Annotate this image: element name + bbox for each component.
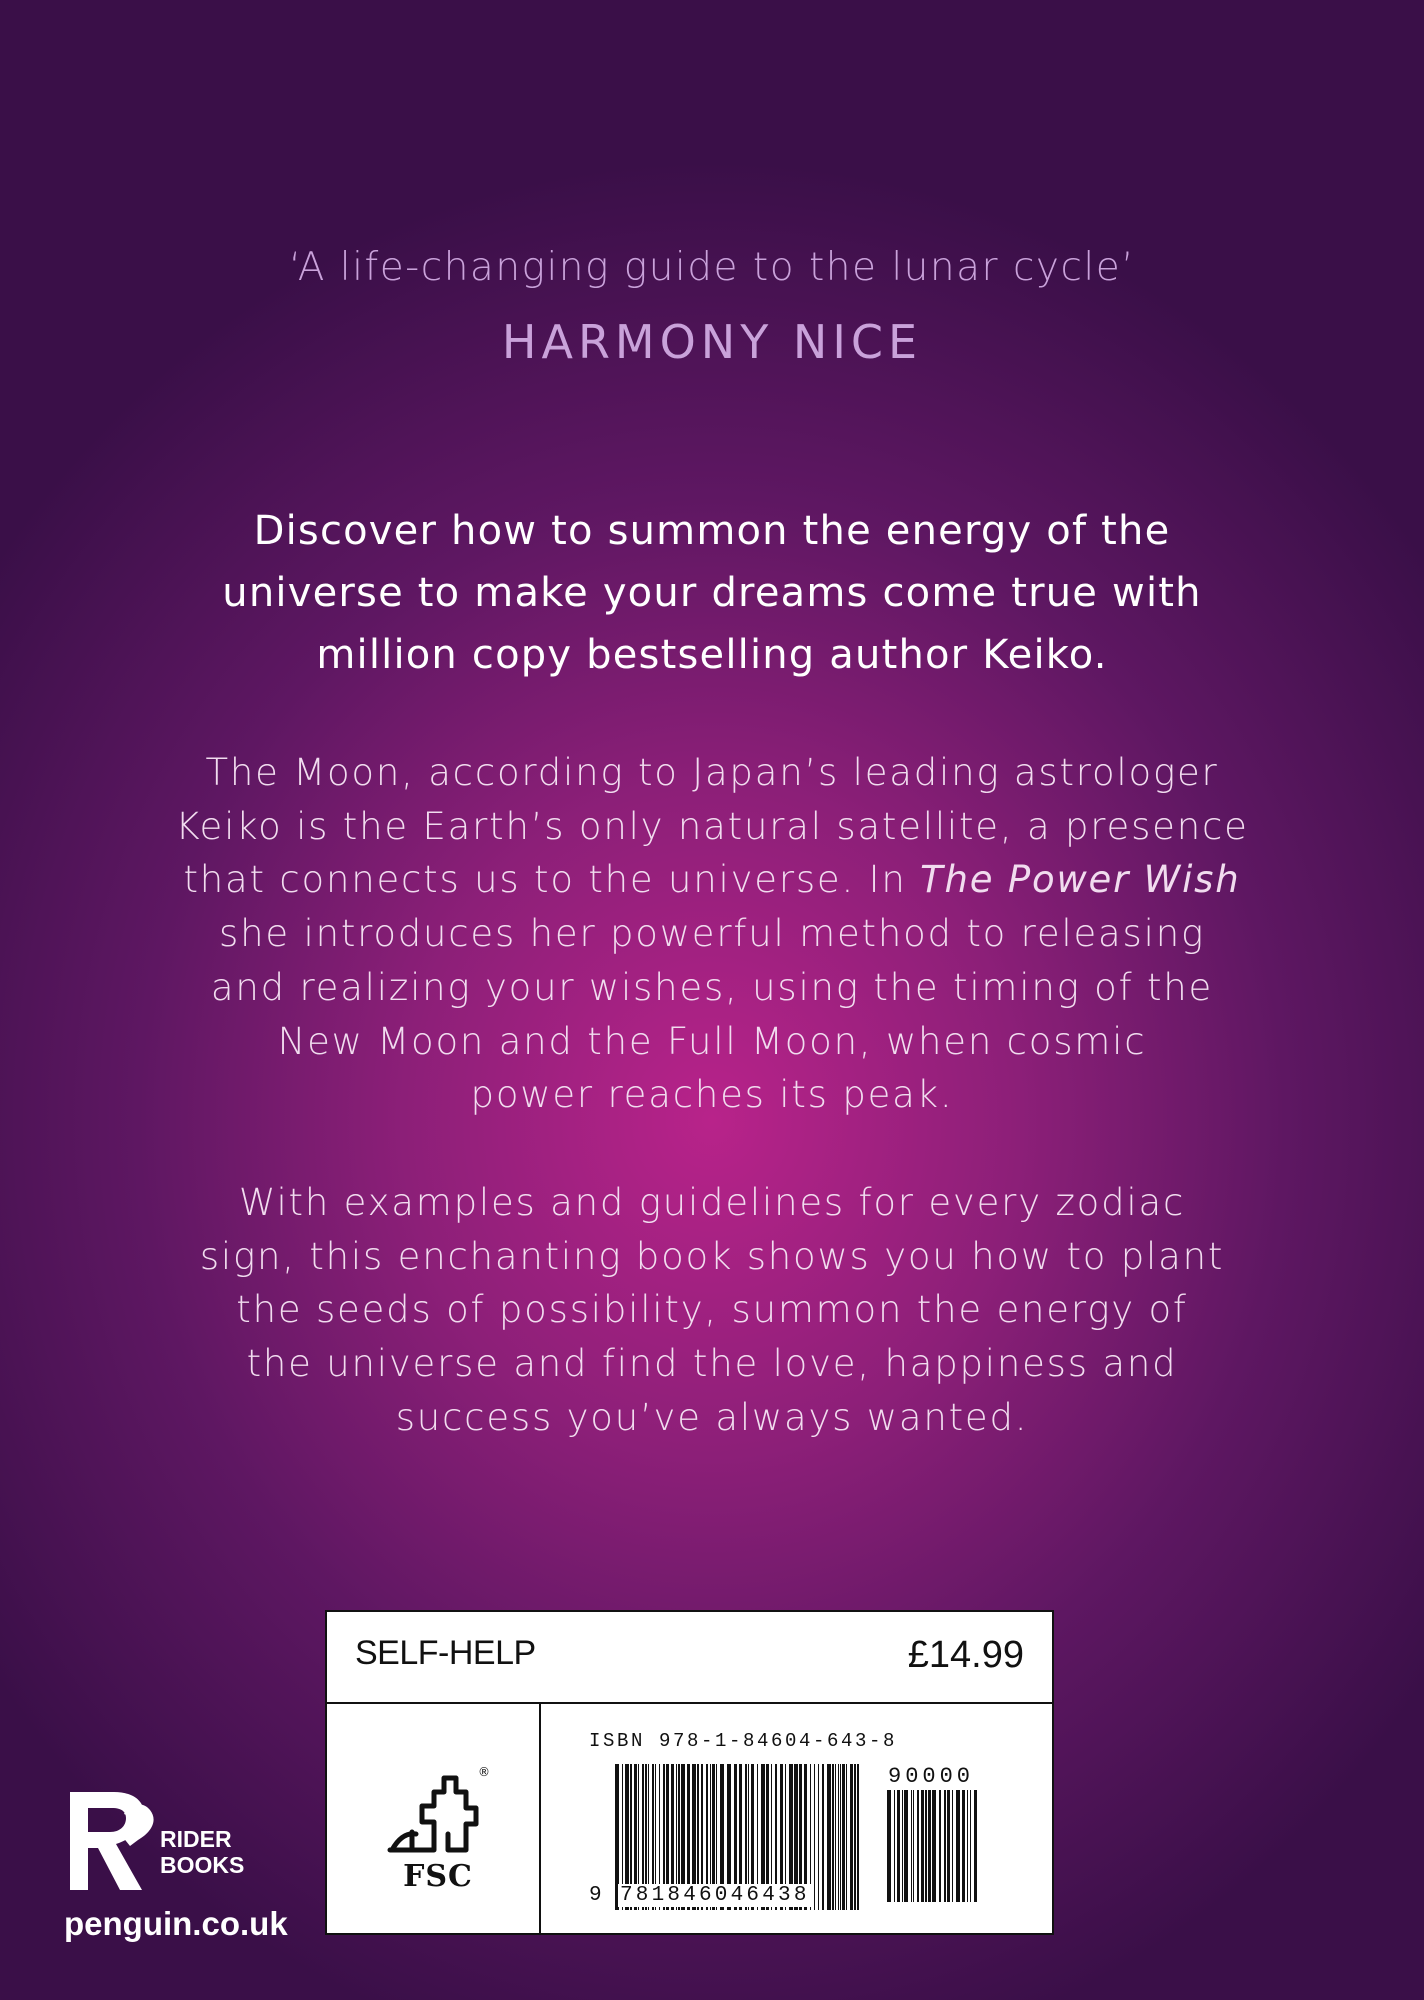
barcode-bar <box>822 1764 824 1910</box>
barcode-bar <box>894 1790 895 1902</box>
barcode-bar <box>952 1790 953 1902</box>
barcode-bar <box>925 1790 927 1902</box>
paragraph-line: sign, this enchanting book shows you how to plant <box>199 1234 1225 1278</box>
barcode-digits: 781846046438 <box>620 1884 810 1907</box>
barcode-bar <box>944 1790 946 1902</box>
paragraph-text: that connects us to the universe. In <box>183 858 921 902</box>
paragraph-line: she introduces her powerful method to releasing <box>219 912 1205 956</box>
barcode-bar <box>902 1790 903 1902</box>
barcode-bar <box>913 1790 914 1902</box>
paragraph-line <box>0 853 1424 907</box>
barcode-bar <box>897 1790 900 1902</box>
panel-divider <box>539 1704 541 1935</box>
barcode-bar <box>857 1764 859 1910</box>
price-label: £14.99 <box>907 1634 1024 1676</box>
book-title: The Power Wish <box>920 858 1241 902</box>
barcode-bar <box>939 1790 941 1902</box>
barcode-first-digit: 9 <box>589 1884 602 1907</box>
barcode-bar <box>947 1790 950 1902</box>
barcode-bar <box>846 1764 847 1910</box>
barcode-bar <box>904 1790 908 1902</box>
paragraph-line: The Moon, according to Japan’s leading astrologer <box>205 751 1219 794</box>
barcode-bar <box>970 1790 971 1902</box>
barcode-bar <box>917 1790 919 1902</box>
barcode-bar <box>814 1764 815 1910</box>
barcode-bar <box>921 1790 924 1902</box>
paragraph-line: New Moon and the Full Moon, when cosmic <box>277 1019 1147 1063</box>
paragraph-line: Keiko is the Earth’s only natural satellite, a presence <box>175 804 1249 848</box>
category-label: SELF-HELP <box>355 1634 536 1672</box>
rider-books-logo-icon <box>64 1788 164 1894</box>
barcode-bar <box>887 1790 891 1902</box>
paragraph-line: success you’ve always wanted. <box>395 1395 1029 1439</box>
barcode-bar <box>832 1764 834 1910</box>
headline-line: Discover how to summon the energy of the <box>253 508 1171 554</box>
paragraph-line: power reaches its peak. <box>470 1073 954 1117</box>
paragraph-line: and realizing your wishes, using the timing of the <box>210 965 1214 1009</box>
barcode-bar <box>854 1764 856 1910</box>
barcode-bar <box>840 1764 841 1910</box>
endorsement-author: HARMONY NICE <box>501 315 923 369</box>
barcode-bar <box>838 1764 839 1910</box>
headline-line: universe to make your dreams come true with <box>222 570 1202 616</box>
paragraph-line: With examples and guidelines for every zodiac <box>238 1181 1186 1224</box>
publisher-name-line: RIDER <box>160 1826 232 1852</box>
barcode-bar <box>974 1790 977 1902</box>
barcode-bar <box>932 1790 936 1902</box>
headline-line: million copy bestselling author Keiko. <box>316 632 1108 678</box>
description-paragraph-1 <box>0 746 1424 1122</box>
barcode-bar <box>928 1790 931 1902</box>
barcode-bar <box>818 1764 819 1910</box>
barcode-bar <box>835 1764 836 1910</box>
addon-digits: 90000 <box>888 1764 975 1789</box>
barcode-bar <box>962 1790 965 1902</box>
publisher-name <box>160 1826 244 1878</box>
barcode-panel <box>325 1610 1054 1935</box>
barcode-bar <box>967 1790 968 1902</box>
paragraph-line: the universe and find the love, happiness and <box>246 1342 1178 1386</box>
description-paragraph-2 <box>0 1176 1424 1445</box>
barcode-bar <box>827 1764 831 1910</box>
barcode-bar <box>850 1764 853 1910</box>
fsc-label: FSC <box>403 1859 473 1894</box>
endorsement-quote: ‘A life-changing guide to the lunar cycle’ <box>288 245 1136 290</box>
barcode-bar <box>956 1790 960 1902</box>
blurb-headline <box>0 500 1424 686</box>
publisher-name-line: BOOKS <box>160 1852 245 1878</box>
price-addon-barcode <box>887 1790 977 1902</box>
registered-mark: ® <box>478 1765 490 1779</box>
publisher-website: penguin.co.uk <box>64 1905 288 1942</box>
barcode-bar <box>911 1790 912 1902</box>
barcode-panel-header <box>327 1612 1052 1704</box>
barcode-bar <box>842 1764 845 1910</box>
paragraph-line: the seeds of possibility, summon the energy of <box>236 1288 1188 1332</box>
isbn-text: ISBN 978-1-84604-643-8 <box>589 1730 898 1752</box>
